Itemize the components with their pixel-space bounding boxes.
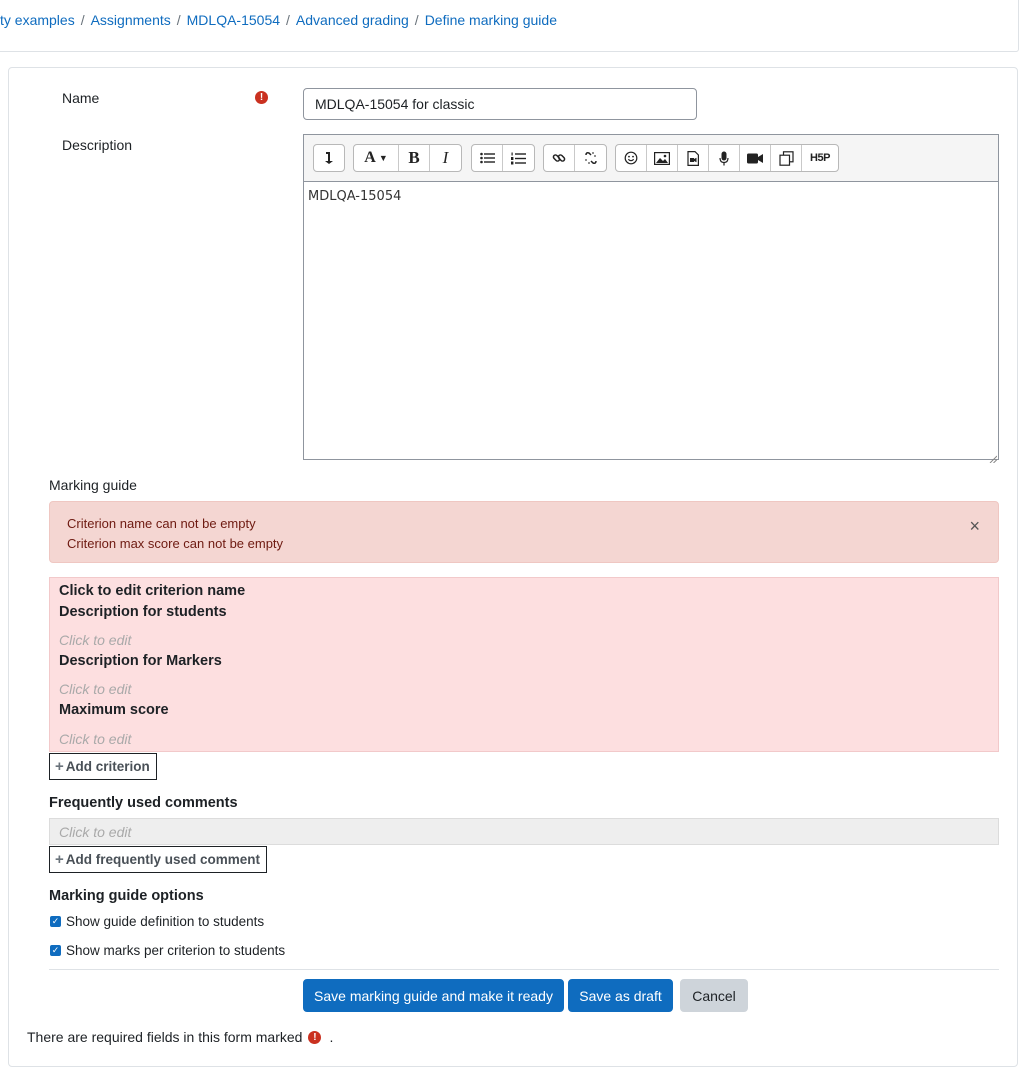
error-criterion-name: Criterion name can not be empty — [67, 516, 256, 531]
cancel-button[interactable]: Cancel — [680, 979, 748, 1012]
breadcrumb — [0, 12, 557, 28]
font-style-glyph: A — [364, 149, 376, 166]
breadcrumb-separator: / — [414, 12, 419, 28]
form-card — [8, 67, 1018, 1067]
editor-toolbar — [303, 134, 999, 181]
criterion-row — [49, 577, 999, 752]
option-label: Show guide definition to students — [66, 914, 265, 929]
error-criterion-max-score: Criterion max score can not be empty — [67, 536, 284, 551]
media-file-icon[interactable] — [678, 145, 709, 171]
criterion-name-edit[interactable]: Click to edit criterion name — [59, 583, 246, 599]
required-fields-note — [27, 1029, 333, 1045]
save-as-draft-button[interactable]: Save as draft — [568, 979, 673, 1012]
error-alert — [49, 501, 999, 563]
add-frequent-comment-button[interactable] — [49, 846, 267, 873]
emoji-icon[interactable] — [616, 145, 647, 171]
students-description-heading: Description for students — [59, 604, 227, 620]
breadcrumb-separator: / — [176, 12, 181, 28]
description-label: Description — [62, 137, 133, 153]
record-audio-icon[interactable] — [709, 145, 740, 171]
marking-guide-label: Marking guide — [49, 477, 137, 493]
toolbar-group-media — [615, 144, 839, 172]
toolbar-group-lists — [471, 144, 535, 172]
record-video-icon[interactable] — [740, 145, 771, 171]
close-icon[interactable]: × — [969, 516, 980, 536]
add-criterion-label: Add criterion — [65, 759, 150, 774]
insert-below-icon[interactable] — [314, 145, 344, 171]
option-show-marks-per-criterion[interactable] — [50, 943, 285, 958]
max-score-heading: Maximum score — [59, 702, 169, 718]
numbered-list-icon[interactable] — [503, 145, 534, 171]
breadcrumb-item-define-marking-guide[interactable]: Define marking guide — [424, 12, 557, 28]
add-frequent-comment-label: Add frequently used comment — [65, 852, 261, 867]
italic-icon[interactable]: I — [442, 148, 449, 167]
save-and-make-ready-button[interactable]: Save marking guide and make it ready — [303, 979, 564, 1012]
chevron-down-icon: ▼ — [378, 153, 388, 163]
bullet-list-icon[interactable] — [472, 145, 503, 171]
checkbox-checked-icon[interactable]: ✓ — [51, 945, 60, 955]
breadcrumb-separator: / — [286, 12, 290, 28]
name-input[interactable] — [303, 88, 697, 120]
resize-handle-icon[interactable] — [989, 450, 997, 458]
toolbar-group-format — [353, 144, 462, 172]
required-icon: ! — [308, 1031, 321, 1044]
breadcrumb-item-examples[interactable]: ty examples — [0, 12, 75, 28]
add-criterion-button[interactable] — [49, 753, 157, 780]
divider — [49, 969, 999, 970]
toolbar-group-insert — [313, 144, 345, 172]
markers-description-heading: Description for Markers — [59, 653, 222, 669]
h5p-icon[interactable]: H5P — [810, 152, 830, 164]
students-description-edit[interactable]: Click to edit — [59, 632, 132, 648]
option-show-guide-definition[interactable] — [50, 914, 264, 929]
image-icon[interactable] — [647, 145, 678, 171]
page-header — [0, 0, 1019, 52]
font-style-icon[interactable] — [354, 145, 399, 171]
breadcrumb-item-assignments[interactable]: Assignments — [90, 12, 171, 28]
plus-icon: + — [55, 758, 64, 775]
unlink-icon[interactable] — [575, 145, 606, 171]
toolbar-group-links — [543, 144, 607, 172]
comments-title: Frequently used comments — [49, 795, 238, 811]
link-icon[interactable] — [544, 145, 575, 171]
options-title: Marking guide options — [49, 888, 204, 904]
breadcrumb-separator: / — [80, 12, 85, 28]
description-editor[interactable]: MDLQA-15054 — [303, 181, 999, 460]
plus-icon: + — [55, 851, 64, 868]
bold-icon[interactable]: B — [399, 145, 430, 171]
name-label: Name — [62, 90, 100, 106]
breadcrumb-item-assignment[interactable]: MDLQA-15054 — [186, 12, 281, 28]
frequent-comment-edit[interactable]: Click to edit — [49, 818, 999, 845]
required-note-text: There are required fields in this form marked — [27, 1029, 303, 1045]
breadcrumb-item-advanced-grading[interactable]: Advanced grading — [295, 12, 409, 28]
option-label: Show marks per criterion to students — [66, 943, 286, 958]
markers-description-edit[interactable]: Click to edit — [59, 681, 132, 697]
max-score-edit[interactable]: Click to edit — [59, 731, 132, 747]
required-note-period: . — [329, 1029, 334, 1045]
checkbox-checked-icon[interactable]: ✓ — [51, 916, 60, 926]
required-icon: ! — [255, 91, 268, 104]
manage-files-icon[interactable] — [771, 145, 802, 171]
